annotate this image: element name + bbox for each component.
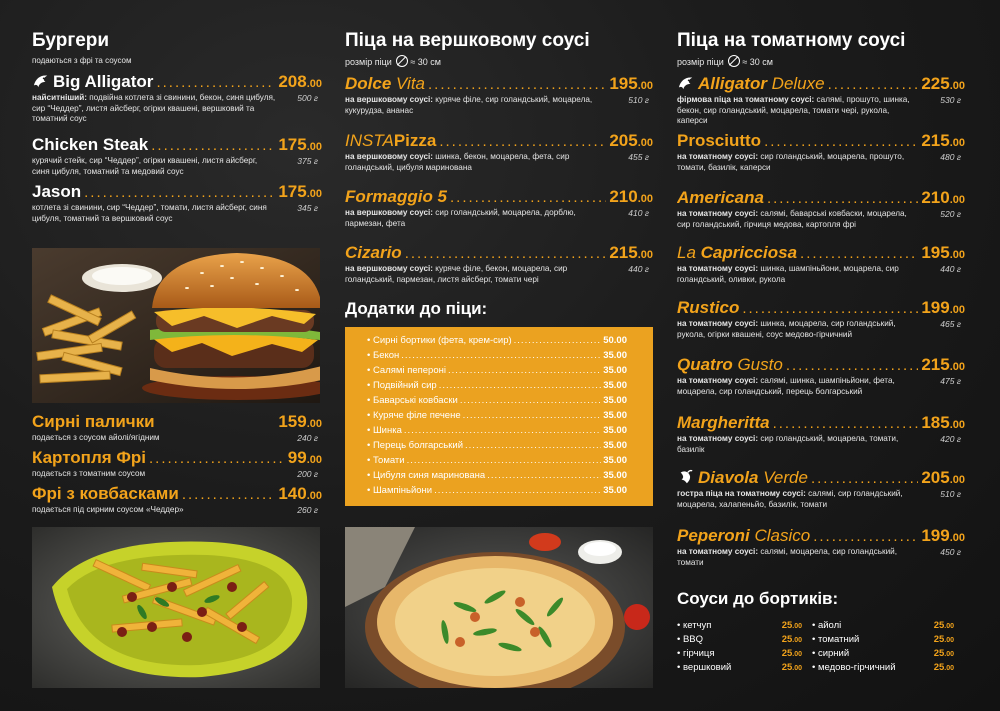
- sauce-row: • томатний 25.00: [812, 634, 954, 645]
- menu-item-alligator-deluxe: Alligator Deluxe ..... 225.00 фірмова піца на томатному соусі: салямі, прошуто, шинка, бекон, сир голандський, моцарела, томати чері, рукола, каперси 530 г: [677, 74, 965, 127]
- menu-item-cizario: [345, 243, 653, 285]
- menu-item-fries-sausages: [32, 484, 322, 516]
- item-name: Rustico: [677, 298, 740, 317]
- pizza-photo: [345, 527, 653, 688]
- item-description: на томатному соусі: салямі, моцарела, сир голандський, томати 450 г: [677, 547, 961, 567]
- chili-pepper-icon: [677, 469, 695, 485]
- leader-dots: [828, 76, 919, 93]
- item-name: Alligator: [698, 74, 767, 93]
- item-name: Cizario: [345, 243, 402, 262]
- item-weight: 420 г: [940, 434, 961, 444]
- sauce-row: • кетчуп 25.00: [677, 620, 802, 631]
- addon-row: • Подвійний сир ..... 35.00: [367, 380, 627, 394]
- item-name: La Capricciosa: [677, 243, 798, 262]
- menu-item-big-alligator: [32, 72, 322, 125]
- item-description: на томатному соусі: сир голандський, моцарела, томати, базилік 420 г: [677, 434, 961, 454]
- leader-dots: [767, 190, 918, 207]
- burgers-title: Бургери: [32, 30, 110, 51]
- menu-item-diavola-verde: Diavola Verde ..... 205.00 гостра піца на томатному соусі: салямі, сир голандський, моцарела, халапеньйо, базилік, томати 510 г: [677, 468, 965, 510]
- item-weight: 410 г: [628, 208, 649, 218]
- item-description: на вершковому соусі: шинка, бекон, моцарела, фета, сир голандський, цибуля маринована 455 г: [345, 152, 649, 172]
- item-weight: 375 г: [297, 156, 318, 166]
- leader-dots: [182, 486, 276, 503]
- item-price: 175.00: [278, 182, 322, 201]
- sauce-row: • сирний 25.00: [812, 648, 954, 659]
- item-description: найситніший: подвійна котлета зі свинини, бекон, синя цибуля, сир “Чеддер”, листя айсберг, огірки квашені, вершковий та томатний соус 500 г: [32, 93, 318, 123]
- item-description: на вершковому соусі: куряче філе, бекон, моцарела, сир голандський, пармезан, листя айсберг, томати чері 440 г: [345, 264, 649, 284]
- item-price: 210.00: [609, 187, 653, 206]
- item-name: Big Alligator: [53, 72, 154, 91]
- addon-row: • Салямі пепероні ..... 35.00: [367, 365, 627, 379]
- item-name: Diavola: [698, 468, 759, 487]
- menu-item-jason: [32, 182, 322, 224]
- item-name: INSTAPizza: [345, 131, 437, 150]
- item-description: подається з соусом айолі/ягідним 240 г: [32, 433, 318, 443]
- leader-dots: [428, 76, 606, 93]
- leader-dots: [450, 189, 606, 206]
- item-price: 208.00: [278, 72, 322, 91]
- menu-item-margheritta: [677, 413, 965, 455]
- leader-dots: [149, 450, 285, 467]
- addon-row: • Цибуля синя маринована ..... 35.00: [367, 470, 627, 484]
- item-price: 215.00: [609, 243, 653, 262]
- pizza-size-note: розмір піци ≈ 30 см: [677, 57, 773, 67]
- item-description: на томатному соусі: шинка, шампіньйони, моцарела, сир голандський, оливки, рукола 440 г: [677, 264, 961, 284]
- item-weight: 440 г: [628, 264, 649, 274]
- leader-dots: [405, 245, 607, 262]
- item-name: Quatro Gusto: [677, 355, 783, 374]
- item-name: Americana: [677, 188, 764, 207]
- item-weight: 465 г: [940, 319, 961, 329]
- menu-item-prosciutto: [677, 131, 965, 173]
- leader-dots: [742, 300, 918, 317]
- pizza-size-note: розмір піци ≈ 30 см: [345, 57, 441, 67]
- item-name: Margheritta: [677, 413, 770, 432]
- menu-item-rustico: [677, 298, 965, 340]
- item-name: Картопля Фрі: [32, 448, 147, 467]
- item-description: на томатному соусі: салямі, шинка, шампіньйони, фета, моцарела, сир голандський, перець болгарський 475 г: [677, 376, 961, 396]
- item-weight: 475 г: [940, 376, 961, 386]
- menu-item-chicken-steak: [32, 135, 322, 177]
- item-description: подається під сирним соусом «Чеддер» 260 г: [32, 505, 318, 515]
- menu-item-americana: [677, 188, 965, 230]
- item-price: 199.00: [921, 526, 965, 545]
- pizza-size-icon: [728, 55, 740, 67]
- item-weight: 240 г: [297, 433, 318, 443]
- item-price: 205.00: [609, 131, 653, 150]
- item-description: на вершковому соусі: куряче філе, сир голандський, моцарела, кукурудза, ананас 510 г: [345, 95, 649, 115]
- item-weight: 510 г: [628, 95, 649, 105]
- menu-item-peperoni-clasico: [677, 526, 965, 568]
- item-description: фірмова піца на томатному соусі: салямі, прошуто, шинка, бекон, сир голандський, моцарела, томати чері, рукола, каперси 530 г: [677, 95, 961, 125]
- item-weight: 510 г: [940, 489, 961, 499]
- leader-dots: [764, 133, 918, 150]
- item-price: 225.00: [921, 74, 965, 93]
- leader-dots: [773, 415, 919, 432]
- menu-item-capricciosa: [677, 243, 965, 285]
- item-price: 215.00: [921, 355, 965, 374]
- sauce-row: • BBQ 25.00: [677, 634, 802, 645]
- item-description: на томатному соусі: салямі, баварські ковбаски, моцарела, сир голандський, гірчиця медова, картопля фрі 520 г: [677, 209, 961, 229]
- item-weight: 450 г: [940, 547, 961, 557]
- leader-dots: [786, 357, 919, 374]
- item-description: подається з томатним соусом 200 г: [32, 469, 318, 479]
- pizza-size-icon: [396, 55, 408, 67]
- addon-row: • Бекон ..... 35.00: [367, 350, 627, 364]
- leader-dots: [800, 245, 918, 262]
- alligator-logo-icon: [32, 73, 50, 89]
- item-weight: 530 г: [940, 95, 961, 105]
- addon-row: • Шинка ..... 35.00: [367, 425, 627, 439]
- addon-row: • Сирні бортики (фета, крем-сир) ..... 50.00: [367, 335, 627, 349]
- item-name: Jason: [32, 182, 82, 201]
- burger-photo: [32, 248, 320, 403]
- item-name: Prosciutto: [677, 131, 762, 150]
- item-weight: 260 г: [297, 505, 318, 515]
- menu-item-formaggio-5: [345, 187, 653, 229]
- sauce-row: • вершковий 25.00: [677, 662, 802, 673]
- sauce-row: • медово-гірчичний 25.00: [812, 662, 954, 673]
- addons-box: [345, 327, 653, 506]
- item-weight: 480 г: [940, 152, 961, 162]
- sauce-row: • гірчиця 25.00: [677, 648, 802, 659]
- item-price: 140.00: [278, 484, 322, 503]
- item-description: на томатному соусі: сир голандський, моцарела, прошуто, томати, базилік, каперси 480 г: [677, 152, 961, 172]
- leader-dots: [811, 470, 918, 487]
- addon-row: • Баварські ковбаски ..... 35.00: [367, 395, 627, 409]
- addon-row: • Томати ..... 35.00: [367, 455, 627, 469]
- item-price: 195.00: [921, 243, 965, 262]
- item-name: Chicken Steak: [32, 135, 149, 154]
- item-description: на томатному соусі: шинка, моцарела, сир голандський, рукола, огірки квашені, соус медово-гірчичний 465 г: [677, 319, 961, 339]
- item-name: Dolce Vita: [345, 74, 426, 93]
- burgers-column: [32, 0, 322, 711]
- fries-photo: [32, 527, 320, 688]
- item-name: Сирні палички: [32, 412, 155, 431]
- item-price: 215.00: [921, 131, 965, 150]
- item-weight: 455 г: [628, 152, 649, 162]
- leader-dots: [439, 133, 606, 150]
- menu-item-quatro-gusto: [677, 355, 965, 397]
- leader-dots: [813, 528, 918, 545]
- item-weight: 500 г: [297, 93, 318, 103]
- addon-row: • Куряче філе печене ..... 35.00: [367, 410, 627, 424]
- menu-item-dolce-vita: [345, 74, 653, 116]
- menu-item-cheese-sticks: [32, 412, 322, 444]
- item-price: 199.00: [921, 298, 965, 317]
- burgers-subtitle: подаються з фрі та соусом: [32, 56, 132, 65]
- item-weight: 440 г: [940, 264, 961, 274]
- item-description: гостра піца на томатному соусі: салямі, сир голандський, моцарела, халапеньйо, базилік, томати 510 г: [677, 489, 961, 509]
- item-name: Formaggio 5: [345, 187, 448, 206]
- menu-item-fries: [32, 448, 322, 480]
- tomato-pizza-column: [677, 0, 965, 711]
- item-price: 159.00: [278, 412, 322, 431]
- addon-row: • Шампіньйони ..... 35.00: [367, 485, 627, 499]
- leader-dots: [84, 184, 275, 201]
- item-price: 185.00: [921, 413, 965, 432]
- item-price: 205.00: [921, 468, 965, 487]
- item-description: котлета зі свинини, сир “Чеддер”, томати, листя айсберг, синя цибуля, томатний та вершковий соус 345 г: [32, 203, 318, 223]
- item-price: 99.00: [287, 448, 322, 467]
- cream-pizza-column: [345, 0, 653, 711]
- leader-dots: [156, 74, 275, 91]
- sauce-row: • айолі 25.00: [812, 620, 954, 631]
- item-weight: 345 г: [297, 203, 318, 213]
- sauces-title: Соуси до бортиків:: [677, 589, 839, 608]
- item-weight: 520 г: [940, 209, 961, 219]
- item-price: 195.00: [609, 74, 653, 93]
- leader-dots: [151, 137, 275, 154]
- addons-title: Додатки до піци:: [345, 299, 488, 318]
- item-description: курячий стейк, сир “Чеддер”, огірки квашені, листя айсберг, синя цибуля, томатний та медовий соус 375 г: [32, 156, 318, 176]
- tomato-pizza-title: Піца на томатному соусі: [677, 30, 906, 51]
- cream-pizza-title: Піца на вершковому соусі: [345, 30, 590, 51]
- addon-row: • Перець болгарський ..... 35.00: [367, 440, 627, 454]
- item-name: Peperoni Clasico: [677, 526, 811, 545]
- item-price: 210.00: [921, 188, 965, 207]
- item-weight: 200 г: [297, 469, 318, 479]
- item-price: 175.00: [278, 135, 322, 154]
- menu-item-insta-pizza: [345, 131, 653, 173]
- alligator-logo-icon: [677, 75, 695, 91]
- item-description: на вершковому соусі: сир голандський, моцарела, дорблю, пармезан, фета 410 г: [345, 208, 649, 228]
- item-name: Фрі з ковбасками: [32, 484, 179, 503]
